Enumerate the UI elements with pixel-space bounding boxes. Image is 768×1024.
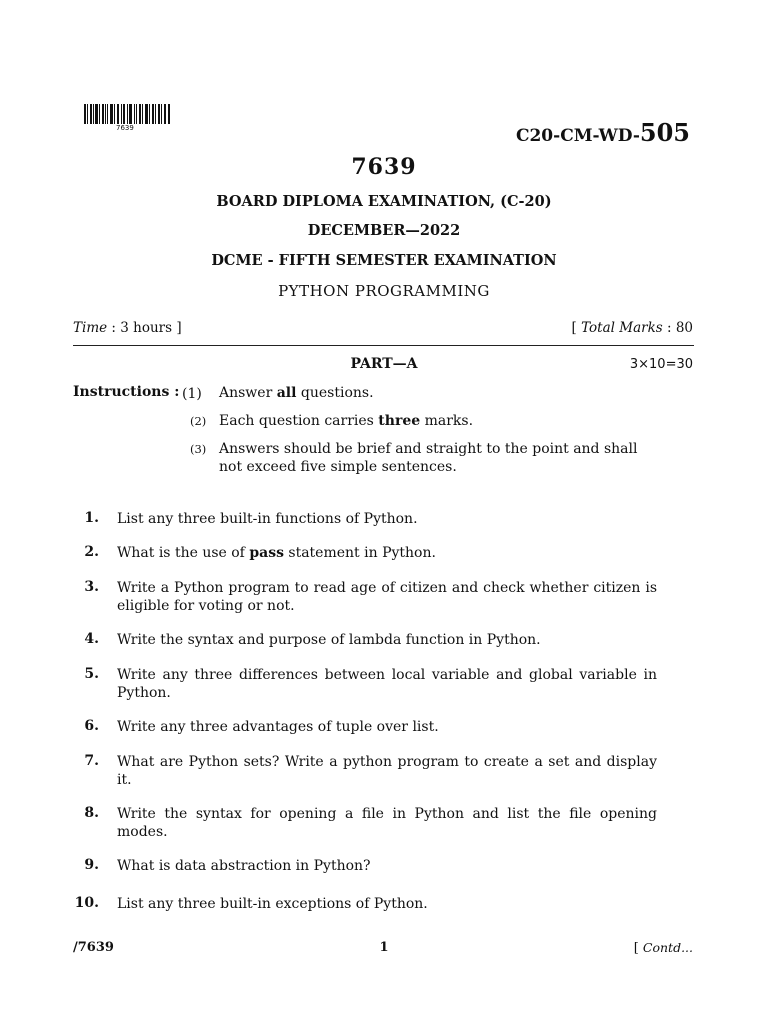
- barcode-number: 7639: [116, 124, 134, 132]
- instruction-text-part: marks.: [420, 413, 474, 429]
- question-text-part: What is the use of: [117, 545, 250, 561]
- exam-date: DECEMBER—2022: [307, 222, 461, 239]
- marks-label: Total Marks: [581, 320, 663, 336]
- instruction-emphasis: three: [378, 413, 421, 429]
- question-number: 1.: [84, 510, 99, 526]
- paper-number: 7639: [351, 154, 417, 180]
- time-label: Time: [73, 320, 108, 336]
- subject-code: [516, 118, 690, 147]
- question-text: Write a Python program to read age of citizen and check whether citizen is eligible for voting or not.: [117, 580, 657, 614]
- instructions-label: Instructions :: [73, 384, 180, 400]
- time-value: : 3 hours ]: [107, 320, 182, 336]
- instruction-number: (1): [182, 386, 202, 402]
- exam-board-title: BOARD DIPLOMA EXAMINATION, (C-20): [216, 193, 552, 210]
- instruction-emphasis: all: [276, 385, 297, 401]
- instruction-text-part: Each question carries: [219, 413, 379, 429]
- question-number: 8.: [84, 805, 99, 821]
- part-marks: 3×10=30: [629, 357, 693, 372]
- question-number: 3.: [84, 579, 99, 595]
- continued-text: Contd...: [642, 940, 693, 955]
- total-marks: [572, 320, 693, 336]
- instruction-text-part: questions.: [296, 385, 374, 401]
- question-number: 2.: [84, 544, 99, 560]
- question-number: 9.: [84, 857, 99, 873]
- question-number: 6.: [84, 718, 99, 734]
- question-number: 4.: [84, 631, 99, 647]
- marks-value: : 80: [662, 320, 693, 336]
- instruction-text: [219, 384, 374, 402]
- question-text: Write any three advantages of tuple over list.: [117, 719, 439, 735]
- part-title: PART—A: [350, 356, 418, 372]
- marks-bracket: [: [571, 320, 582, 336]
- question-number: 7.: [84, 753, 99, 769]
- instruction-line: not exceed five simple sentences.: [219, 459, 457, 475]
- question-text-part: statement in Python.: [283, 545, 436, 561]
- question-text: List any three built-in exceptions of Python.: [117, 896, 428, 912]
- barcode-image: [84, 104, 170, 124]
- subject-title: PYTHON PROGRAMMING: [278, 282, 490, 300]
- page-number: 1: [379, 940, 389, 955]
- instruction-number: (3): [190, 442, 207, 456]
- question-text: What is data abstraction in Python?: [117, 858, 371, 874]
- instruction-text-part: Answer: [219, 385, 277, 401]
- footer-paper-code: /7639: [73, 940, 114, 955]
- semester-title: DCME - FIFTH SEMESTER EXAMINATION: [211, 252, 557, 269]
- question-text: [117, 544, 657, 562]
- question-keyword: pass: [249, 545, 284, 561]
- question-text: Write the syntax and purpose of lambda function in Python.: [117, 632, 541, 648]
- question-number: 10.: [74, 895, 99, 911]
- question-text: What are Python sets? Write a python program to create a set and display it.: [117, 754, 657, 788]
- header-divider: [73, 345, 694, 346]
- question-text: Write the syntax for opening a file in Python and list the file opening modes.: [117, 806, 657, 840]
- subject-code-prefix: C20-CM-WD-: [515, 126, 640, 146]
- time-allowed: [73, 320, 182, 336]
- question-text: List any three built-in functions of Python.: [117, 511, 418, 527]
- continued-bracket: [: [633, 941, 643, 956]
- question-text: Write any three differences between local variable and global variable in Python.: [117, 667, 657, 701]
- instruction-text: [219, 440, 637, 476]
- instruction-number: (2): [190, 414, 207, 428]
- instruction-line: Answers should be brief and straight to the point and shall: [219, 441, 638, 457]
- question-number: 5.: [84, 666, 99, 682]
- instruction-text: [219, 412, 473, 430]
- continued-note: [634, 940, 693, 956]
- subject-code-number: 505: [639, 118, 690, 147]
